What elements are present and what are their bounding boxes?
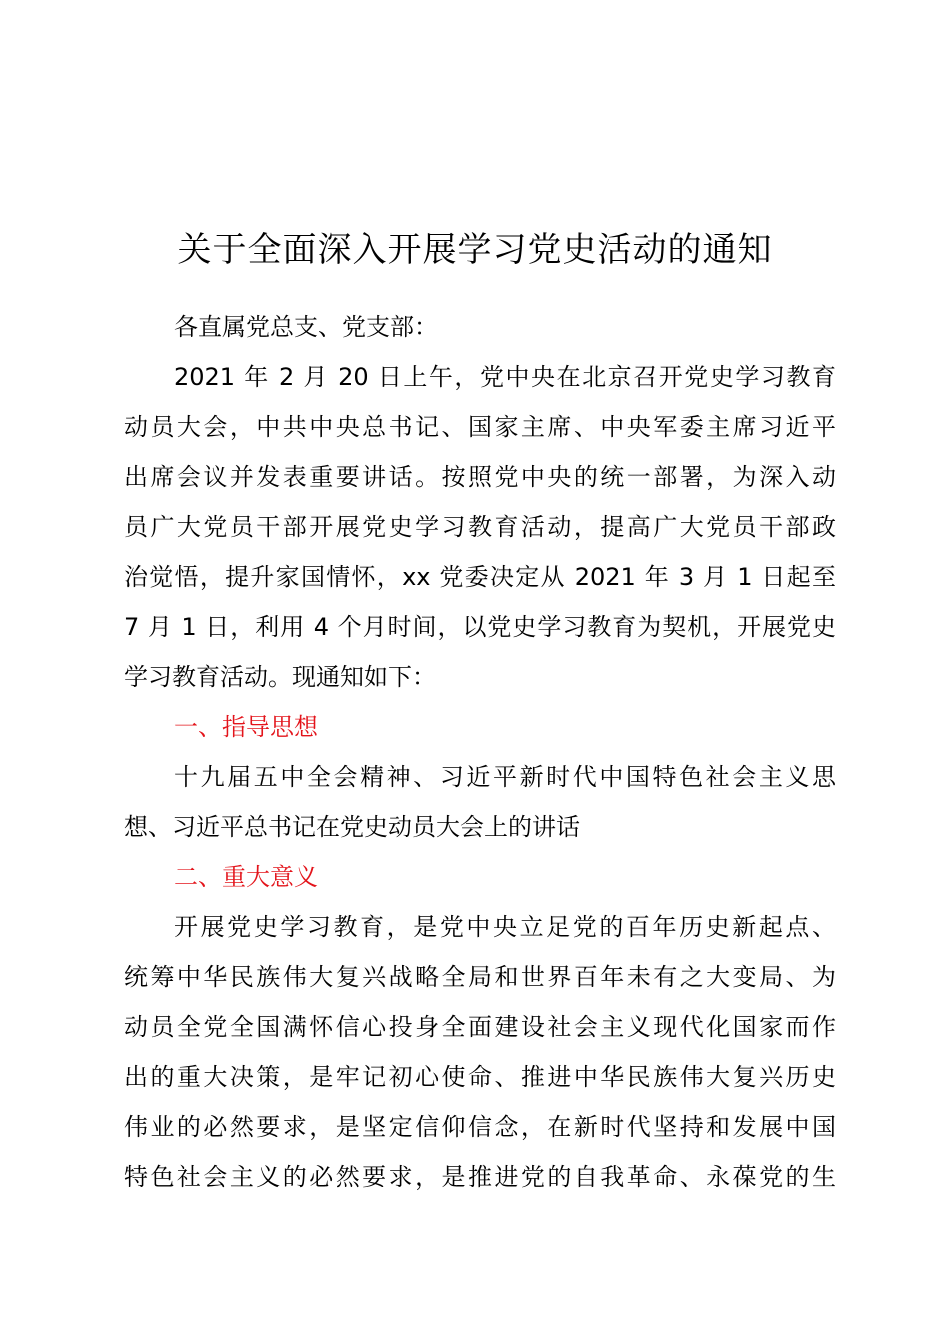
- paragraph-line: 特色社会主义的必然要求，是推进党的自我革命、永葆党的生: [124, 1163, 836, 1191]
- paragraph-line: 学习教育活动。现通知如下：: [124, 663, 436, 691]
- paragraph-line: 动员全党全国满怀信心投身全面建设社会主义现代化国家而作: [124, 1013, 836, 1041]
- paragraph-line: 十九届五中全会精神、习近平新时代中国特色社会主义思: [174, 763, 836, 791]
- section-heading-guiding-ideology: 一、指导思想: [174, 713, 318, 741]
- document-body: [124, 302, 836, 1202]
- salutation: 各直属党总支、党支部：: [174, 313, 438, 341]
- section-2-paragraph: [124, 902, 836, 1202]
- paragraph-line: 出席会议并发表重要讲话。按照党中央的统一部署，为深入动: [124, 463, 836, 491]
- paragraph-line: 开展党史学习教育，是党中央立足党的百年历史新起点、: [174, 913, 836, 941]
- paragraph-line: 伟业的必然要求，是坚定信仰信念，在新时代坚持和发展中国: [124, 1113, 836, 1141]
- paragraph-line: 出的重大决策，是牢记初心使命、推进中华民族伟大复兴历史: [124, 1063, 836, 1091]
- section-1-paragraph: [124, 752, 836, 852]
- paragraph-line: 治觉悟，提升家国情怀，xx 党委决定从 2021 年 3 月 1 日起至: [124, 563, 836, 591]
- section-heading-significance: 二、重大意义: [174, 863, 318, 891]
- intro-paragraph: [124, 352, 836, 702]
- paragraph-line: 员广大党员干部开展党史学习教育活动，提高广大党员干部政: [124, 513, 836, 541]
- paragraph-line: 动员大会，中共中央总书记、国家主席、中央军委主席习近平: [124, 413, 836, 441]
- paragraph-line: 统筹中华民族伟大复兴战略全局和世界百年未有之大变局、为: [124, 963, 836, 991]
- paragraph-line: 7 月 1 日，利用 4 个月时间，以党史学习教育为契机，开展党史: [124, 613, 836, 641]
- document-title: 关于全面深入开展学习党史活动的通知: [177, 230, 773, 270]
- paragraph-line: 想、习近平总书记在党史动员大会上的讲话: [124, 813, 580, 841]
- paragraph-line: 2021 年 2 月 20 日上午，党中央在北京召开党史学习教育: [174, 363, 836, 391]
